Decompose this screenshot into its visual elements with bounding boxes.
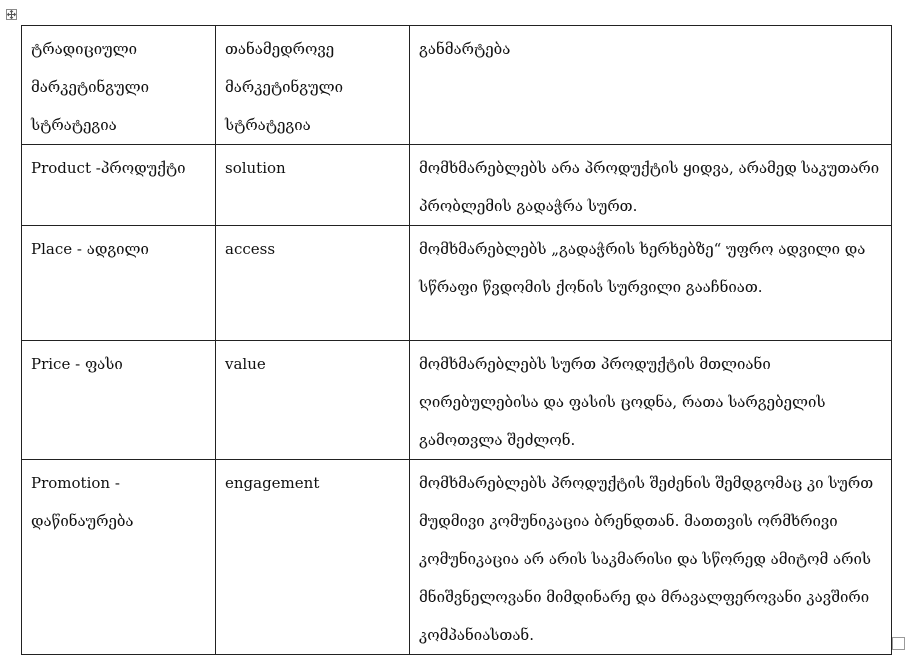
- cell-modern[interactable]: [216, 460, 410, 655]
- cell-modern[interactable]: [216, 145, 410, 226]
- cell-traditional[interactable]: [22, 226, 216, 341]
- cell-explanation[interactable]: [410, 341, 892, 460]
- table-move-handle-icon[interactable]: [6, 9, 17, 20]
- marketing-strategy-table: [21, 25, 892, 655]
- cell-traditional[interactable]: [22, 341, 216, 460]
- cell-modern[interactable]: [216, 226, 410, 341]
- cell-explanation[interactable]: [410, 460, 892, 655]
- table-resize-handle-icon[interactable]: [892, 637, 905, 650]
- table-row: [22, 226, 892, 341]
- explanation-text: მომხმარებლებს სურთ პროდუქტის მთლიანი ღირებულებისა და ფასის ცოდნა, რათა სარგებელის გამოთვლა შეძლონ.: [419, 355, 826, 449]
- explanation-text: მომხმარებლებს „გადაჭრის ხერხებზე“ უფრო ადვილი და სწრაფი წვდომის ქონის სურვილი გააჩნიათ.: [419, 240, 866, 296]
- table-row: [22, 341, 892, 460]
- explanation-text: მომხმარებლებს პროდუქტის შეძენის შემდგომაც კი სურთ მუდმივი კომუნიკაცია ბრენდთან. მათთვის ორმხრივი კომუნიკაცია არ არის საკმარისი და სწორედ ამიტომ არის მნიშვნელოვანი მიმდინარე და მრავალფეროვანი კავშირი კომპანიასთან.: [419, 474, 874, 644]
- cell-modern[interactable]: [216, 341, 410, 460]
- cell-explanation[interactable]: [410, 145, 892, 226]
- modern-text: value: [225, 355, 266, 373]
- explanation-text: მომხმარებლებს არა პროდუქტის ყიდვა, არამედ საკუთარი პრობლემის გადაჭრა სურთ.: [419, 159, 880, 215]
- header-explanation-text: განმარტება: [419, 40, 511, 58]
- traditional-text: Product -პროდუქტი: [31, 159, 186, 177]
- modern-text: engagement: [225, 474, 320, 492]
- traditional-text: Place - ადგილი: [31, 240, 149, 258]
- header-traditional-text: ტრადიციული მარკეტინგული სტრატეგია: [31, 40, 149, 134]
- table-row: [22, 460, 892, 655]
- header-cell-modern[interactable]: [216, 26, 410, 145]
- traditional-text: Promotion - დაწინაურება: [31, 474, 134, 530]
- cell-explanation[interactable]: [410, 226, 892, 341]
- header-cell-explanation[interactable]: [410, 26, 892, 145]
- cell-traditional[interactable]: [22, 145, 216, 226]
- modern-text: access: [225, 240, 276, 258]
- traditional-text: Price - ფასი: [31, 355, 123, 373]
- header-modern-text: თანამედროვე მარკეტინგული სტრატეგია: [225, 40, 343, 134]
- modern-text: solution: [225, 159, 286, 177]
- cell-traditional[interactable]: [22, 460, 216, 655]
- header-cell-traditional[interactable]: [22, 26, 216, 145]
- table-header-row: [22, 26, 892, 145]
- table-row: [22, 145, 892, 226]
